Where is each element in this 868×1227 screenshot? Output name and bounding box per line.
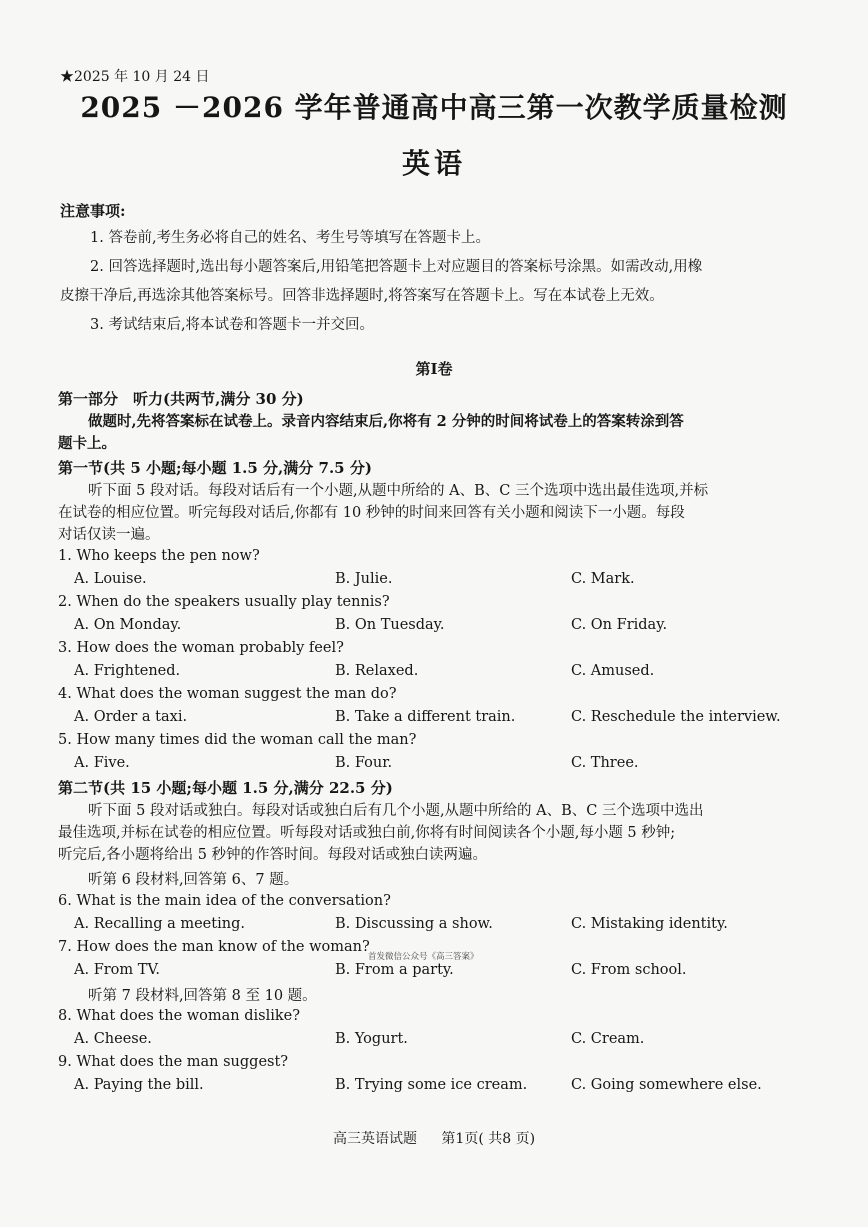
part1-heading: 第一部分 听力(共两节,满分 30 分) xyxy=(58,390,304,408)
q7-option-a: A. From TV. xyxy=(74,962,160,978)
q8-option-c: C. Cream. xyxy=(571,1031,645,1047)
q4-option-b: B. Take a different train. xyxy=(335,709,516,725)
q8-option-a: A. Cheese. xyxy=(74,1031,152,1047)
q4-option-a: A. Order a taxi. xyxy=(74,709,188,725)
material-7-note: 听第 7 段材料,回答第 8 至 10 题。 xyxy=(88,988,317,1004)
q4-option-c: C. Reschedule the interview. xyxy=(571,709,781,725)
q1-option-c: C. Mark. xyxy=(571,571,635,587)
question-1: 1. Who keeps the pen now? xyxy=(58,548,260,564)
q2-option-c: C. On Friday. xyxy=(571,617,668,633)
notes-title: 注意事项: xyxy=(60,202,126,220)
question-8: 8. What does the woman dislike? xyxy=(58,1008,301,1024)
q2-option-b: B. On Tuesday. xyxy=(335,617,445,633)
question-2: 2. When do the speakers usually play tennis? xyxy=(58,594,390,610)
volume-heading: 第Ⅰ卷 xyxy=(415,360,453,378)
q1-option-b: B. Julie. xyxy=(335,571,393,587)
q5-option-a: A. Five. xyxy=(74,755,130,771)
q9-option-b: B. Trying some ice cream. xyxy=(335,1077,528,1093)
footer-exam-name: 高三英语试题 xyxy=(332,1131,417,1147)
q6-option-b: B. Discussing a show. xyxy=(335,916,493,932)
section1-instructions: 听下面 5 段对话。每段对话后有一个小题,从题中所给的 A、B、C 三个选项中选出最佳选项,并标 在试卷的相应位置。听完每段对话后,你都有 10 秒钟的时间来回答有关小题和阅读下一小题。每段 对话仅读一遍。 xyxy=(58,483,709,543)
note-item: 2. 回答选择题时,选出每小题答案后,用铅笔把答题卡上对应题目的答案标号涂黑。如需改动,用橡 xyxy=(90,259,703,275)
question-5: 5. How many times did the woman call the man? xyxy=(58,732,417,748)
part1-instructions: 做题时,先将答案标在试卷上。录音内容结束后,你将有 2 分钟的时间将试卷上的答案转涂到答 题卡上。 xyxy=(58,413,684,452)
section1-heading: 第一节(共 5 小题;每小题 1.5 分,满分 7.5 分) xyxy=(58,459,372,477)
q6-option-a: A. Recalling a meeting. xyxy=(74,916,245,932)
q7-option-c: C. From school. xyxy=(571,962,687,978)
q8-option-b: B. Yogurt. xyxy=(335,1031,408,1047)
q3-option-c: C. Amused. xyxy=(571,663,655,679)
watermark-stamp: 首发微信公众号《高三答案》 xyxy=(368,952,479,962)
material-6-note: 听第 6 段材料,回答第 6、7 题。 xyxy=(88,872,299,888)
note-item: 皮擦干净后,再选涂其他答案标号。回答非选择题时,将答案写在答题卡上。写在本试卷上无效。 xyxy=(60,288,664,304)
q5-option-c: C. Three. xyxy=(571,755,639,771)
q9-option-c: C. Going somewhere else. xyxy=(571,1077,762,1093)
section2-instructions: 听下面 5 段对话或独白。每段对话或独白后有几个小题,从题中所给的 A、B、C 三个选项中选出 最佳选项,并标在试卷的相应位置。听每段对话或独白前,你将有时间阅读各个小题,每小题 5 秒钟; 听完后,各小题将给出 5 秒钟的作答时间。每段对话或独白读两遍。 xyxy=(58,803,704,863)
q3-option-b: B. Relaxed. xyxy=(335,663,419,679)
exam-date: ★2025 年 10 月 24 日 xyxy=(60,69,210,85)
q6-option-c: C. Mistaking identity. xyxy=(571,916,728,932)
q2-option-a: A. On Monday. xyxy=(74,617,182,633)
q3-option-a: A. Frightened. xyxy=(74,663,181,679)
question-3: 3. How does the woman probably feel? xyxy=(58,640,344,656)
exam-subject: 英语 xyxy=(401,147,466,180)
question-7: 7. How does the man know of the woman? xyxy=(58,939,370,955)
footer-page-number: 第1页( 共8 页) xyxy=(441,1131,536,1147)
question-6: 6. What is the main idea of the conversation? xyxy=(58,893,391,909)
page-footer xyxy=(0,1128,868,1148)
exam-title: 2025 －2026 学年普通高中高三第一次教学质量检测 xyxy=(80,91,788,124)
q9-option-a: A. Paying the bill. xyxy=(74,1077,204,1093)
note-item: 3. 考试结束后,将本试卷和答题卡一并交回。 xyxy=(90,317,375,333)
question-4: 4. What does the woman suggest the man do? xyxy=(58,686,397,702)
note-item: 1. 答卷前,考生务必将自己的姓名、考生号等填写在答题卡上。 xyxy=(90,230,491,246)
section2-heading: 第二节(共 15 小题;每小题 1.5 分,满分 22.5 分) xyxy=(58,779,393,797)
q5-option-b: B. Four. xyxy=(335,755,393,771)
q7-option-b: B. From a party. xyxy=(335,962,454,978)
q1-option-a: A. Louise. xyxy=(74,571,147,587)
question-9: 9. What does the man suggest? xyxy=(58,1054,289,1070)
